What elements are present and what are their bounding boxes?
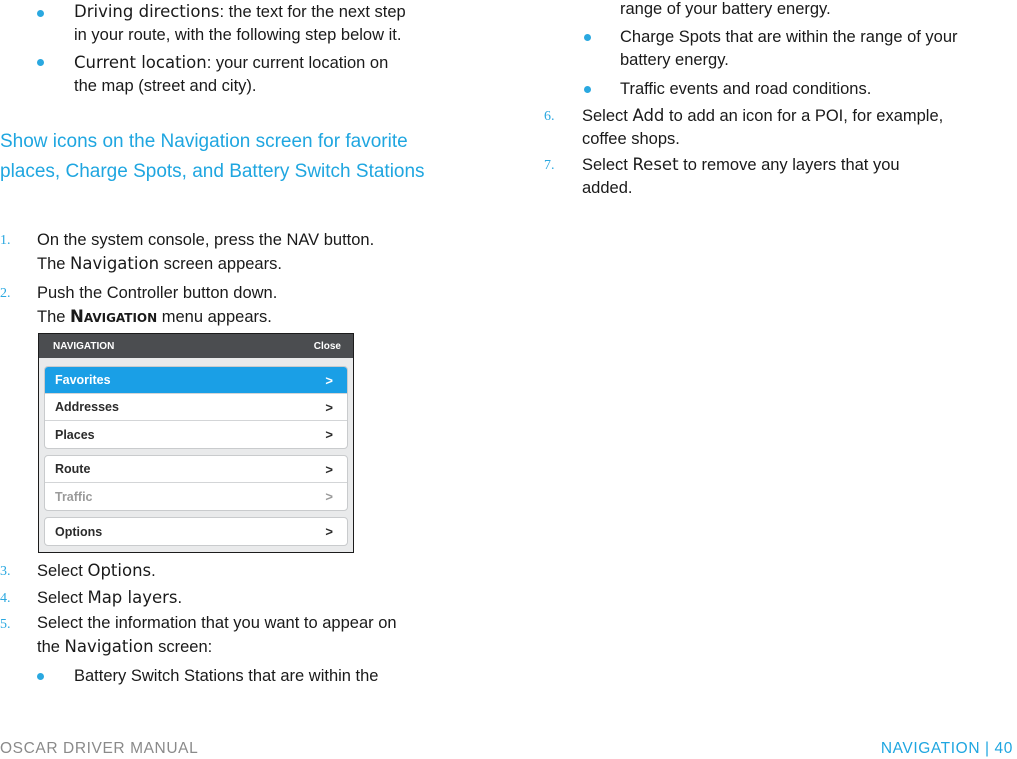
menu-item-options[interactable]: Options > [55,524,333,539]
nav-menu-group-1 [44,366,348,449]
bullet-icon [37,10,44,17]
step-2: Push the Controller button down. The Navigation menu appears. [37,284,278,326]
step-4: Select Map layers. [37,588,183,607]
nav-menu-header [39,334,353,358]
ui-term: Add [632,106,665,125]
step-1: On the system console, press the NAV button. The Navigation screen appears. [37,231,375,273]
step-number: 3. [0,564,11,579]
chevron-right-icon: > [325,399,333,415]
menu-item-places[interactable]: Places > [55,427,333,442]
bullet-driving-directions: Driving directions: the text for the next step in your route, with the following step below it. [74,2,406,44]
chevron-right-icon: > [325,524,333,539]
bullet-battery-switch-cont: range of your battery energy. [620,0,831,18]
bullet-traffic-events: Traffic events and road conditions. [620,80,872,98]
step-number: 6. [544,109,555,124]
footer-manual-title: OSCAR DRIVER MANUAL [0,740,199,757]
ui-term: Driving directions [74,2,220,21]
step-5: Select the information that you want to appear on the Navigation screen: [37,614,397,656]
nav-menu-title: NAVIGATION [53,340,115,352]
bullet-charge-spots: Charge Spots that are within the range of your battery energy. [620,28,958,69]
step-3: Select Options. [37,561,156,580]
bullet-battery-switch: Battery Switch Stations that are within the [74,667,379,685]
footer-page-number: NAVIGATION | 40 [880,740,1013,757]
ui-term: Reset [632,155,679,174]
step-number: 1. [0,233,11,248]
bullet-icon [37,59,44,66]
chevron-right-icon: > [325,427,333,442]
bullet-icon [584,34,591,41]
ui-term: Navigation [64,637,154,656]
ui-term: Options [87,561,152,580]
chevron-right-icon: > [325,461,333,477]
menu-item-addresses[interactable]: Addresses > [45,394,347,421]
step-6: Select Add to add an icon for a POI, for example, coffee shops. [582,106,944,148]
menu-item-traffic[interactable]: Traffic > [55,489,333,504]
ui-term: Navigation [70,254,160,273]
step-number: 4. [0,591,11,606]
close-button[interactable]: Close [313,340,341,352]
step-number: 5. [0,617,11,632]
navigation-menu-screenshot [38,333,354,553]
menu-item-favorites[interactable]: Favorites > [45,367,347,394]
bullet-icon [584,86,591,93]
bullet-current-location: Current location: your current location on the map (street and city). [74,53,389,95]
step-number: 2. [0,286,11,301]
nav-menu-group-3 [44,517,348,546]
section-heading: Show icons on the Navigation screen for favorite places, Charge Spots, and Battery Switch Stations [0,131,425,182]
ui-term: Current location [74,53,207,72]
menu-item-route[interactable]: Route > [45,456,347,483]
ui-term: Map layers [87,588,178,607]
nav-menu-group-2 [44,455,348,511]
chevron-right-icon: > [325,489,333,504]
ui-term-smallcaps: Navigation [70,307,158,326]
step-number: 7. [544,158,555,173]
chevron-right-icon: > [325,372,333,388]
bullet-icon [37,673,44,680]
step-7: Select Reset to remove any layers that you added. [582,155,900,197]
